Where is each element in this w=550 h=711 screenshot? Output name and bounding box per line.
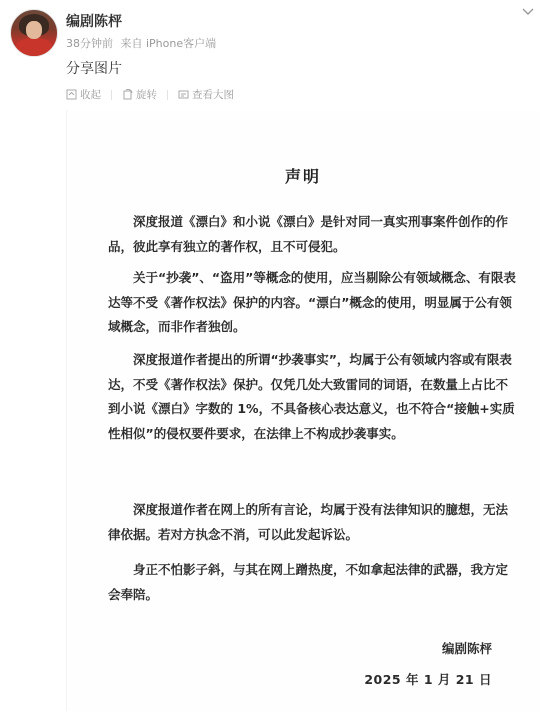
collapse-button[interactable] bbox=[66, 87, 101, 102]
view-large-button[interactable] bbox=[178, 87, 234, 102]
rotate-button[interactable] bbox=[122, 87, 157, 102]
paragraph-text: 深度报道《漂白》和小说《漂白》是针对同一真实刑事案件创作的作品，彼此享有独立的著作权，且不可侵犯。 bbox=[108, 214, 509, 254]
paragraph-text: 身正不怕影子斜，与其在网上蹭热度，不如拿起法律的武器，我方定会奉陪。 bbox=[108, 562, 509, 602]
divider bbox=[111, 90, 112, 100]
collapse-icon bbox=[66, 89, 77, 100]
post-meta bbox=[66, 35, 216, 51]
collapse-label: 收起 bbox=[80, 89, 101, 101]
statement-paragraph bbox=[108, 558, 518, 607]
avatar[interactable] bbox=[10, 9, 58, 57]
post-time[interactable]: 38分钟前 bbox=[66, 37, 113, 50]
view-large-label: 查看大图 bbox=[192, 89, 234, 101]
image-view-icon bbox=[178, 89, 189, 100]
statement-date: 2025 年 1 月 21 日 bbox=[364, 672, 492, 687]
chevron-down-icon[interactable] bbox=[520, 6, 536, 18]
statement-paragraph bbox=[108, 498, 518, 547]
post-source: 来自 iPhone客户端 bbox=[120, 37, 217, 50]
statement-title: 声明 bbox=[284, 167, 321, 186]
post-text: 分享图片 bbox=[66, 61, 122, 77]
author-name[interactable]: 编剧陈枰 bbox=[66, 14, 122, 30]
signature: 编剧陈枰 bbox=[441, 641, 492, 656]
paragraph-text: 深度报道作者在网上的所有言论，均属于没有法律知识的臆想，无法律依据。若对方执念不消，可以此发起诉讼。 bbox=[108, 502, 509, 542]
image-toolbar bbox=[66, 87, 234, 102]
divider bbox=[167, 90, 168, 100]
statement-paragraph bbox=[108, 348, 518, 446]
statement-paragraph bbox=[108, 210, 518, 259]
statement-image[interactable] bbox=[66, 110, 540, 711]
paragraph-text: 深度报道作者提出的所谓“抄袭事实”，均属于公有领域内容或有限表达，不受《著作权法》保护。仅凭几处大致雷同的词语，在数量上占比不到小说《漂白》字数的 1%，不具备核心表达意义，也不符合“接触+实质性相似”的侵权要件要求，在法律上不构成抄袭事实。 bbox=[108, 352, 515, 441]
rotate-label: 旋转 bbox=[136, 89, 157, 101]
paragraph-text: 关于“抄袭”、“盗用”等概念的使用，应当剔除公有领域概念、有限表达等不受《著作权法》保护的内容。“漂白”概念的使用，明显属于公有领域概念，而非作者独创。 bbox=[108, 270, 516, 334]
rotate-icon bbox=[122, 89, 133, 100]
statement-paragraph bbox=[108, 266, 518, 340]
